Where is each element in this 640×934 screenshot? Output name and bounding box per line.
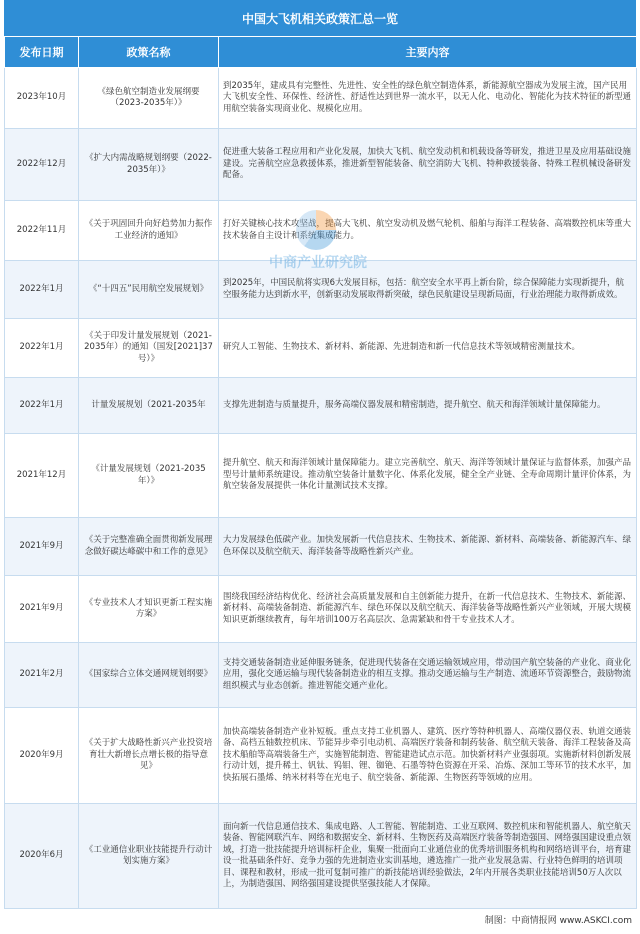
table-row xyxy=(5,378,637,434)
row-content: 大力发展绿色低碳产业。加快发展新一代信息技术、生物技术、新能源、新材料、高端装备、新能源汽车、绿色环保以及航空航天、海洋装备等战略性新兴产业。 xyxy=(219,518,637,576)
row-policy-name: 《关于印发计量发展规划（2021-2035年）的通知（国发[2021]37号）》 xyxy=(79,319,219,378)
row-date: 2021年2月 xyxy=(5,643,79,708)
row-policy-name: 《工业通信业职业技能提升行动计划实施方案》 xyxy=(79,804,219,909)
row-content: 到2035年，建成具有完整性、先进性、安全性的绿色航空制造体系，新能源航空器成为发展主流，国产民用大飞机安全性、环保性、经济性、舒适性达到世界一流水平，以无人化、电动化、智能化为技术特征的新型通用航空装备实现商业化、规模化应用。 xyxy=(219,68,637,129)
row-policy-name: 《扩大内需战略规划纲要（2022-2035年）》 xyxy=(79,129,219,201)
table-row xyxy=(5,708,637,804)
row-policy-name: 《绿色航空制造业发展纲要（2023-2035年）》 xyxy=(79,68,219,129)
table-row xyxy=(5,129,637,201)
policy-table xyxy=(4,36,637,909)
table-row xyxy=(5,68,637,129)
row-policy-name: 《关于扩大战略性新兴产业投资培育壮大新增长点增长极的指导意见》 xyxy=(79,708,219,804)
table-row xyxy=(5,576,637,643)
row-policy-name: 计量发展规划（2021-2035年 xyxy=(79,378,219,434)
page-title: 中国大飞机相关政策汇总一览 xyxy=(4,0,636,36)
row-policy-name: 《“十四五”民用航空发展规划》 xyxy=(79,261,219,319)
row-content: 研究人工智能、生物技术、新材料、新能源、先进制造和新一代信息技术等领域精密测量技术。 xyxy=(219,319,637,378)
row-policy-name: 《计量发展规划（2021-2035年）》 xyxy=(79,434,219,518)
row-date: 2022年1月 xyxy=(5,261,79,319)
row-date: 2021年9月 xyxy=(5,518,79,576)
watermark-text: 中商产业研究院 xyxy=(269,255,367,271)
row-date: 2022年1月 xyxy=(5,378,79,434)
table-row xyxy=(5,643,637,708)
row-content: 支撑先进制造与质量提升，服务高端仪器发展和精密制造，提升航空、航天和海洋领域计量保障能力。 xyxy=(219,378,637,434)
row-content: 面向新一代信息通信技术、集成电路、人工智能、智能制造、工业互联网、数控机床和智能机器人、航空航天装备、智能网联汽车、网络和数据安全、新材料、生物医药及高端医疗装备等制造强国、网络强国建设重点领域，打造一批技能提升培训标杆企业，集聚一批面向工业通信业的优秀培训服务机构和网络培训平台，培育建设一批基础条件好、竞争力强的先进制造业实训基地，遴选推广一批产业发展急需、行业特色鲜明的培训项目、课程和教材，形成一批可复制可推广的新技能培训经验做法，2年内开展各类职业技能培训50万人次以上，为制造强国、网络强国建设提供坚强技能人才保障。 xyxy=(219,804,637,909)
row-date: 2021年9月 xyxy=(5,576,79,643)
row-content: 打好关键核心技术攻坚战，提高大飞机、航空发动机及燃气轮机、船舶与海洋工程装备、高端数控机床等重大技术装备自主设计和系统集成能力。 xyxy=(219,201,637,261)
header-date: 发布日期 xyxy=(5,37,79,68)
row-date: 2022年1月 xyxy=(5,319,79,378)
row-content: 支持交通装备制造业延伸服务链条，促进现代装备在交通运输领域应用，带动国产航空装备的产业化、商业化应用，强化交通运输与现代装备制造业的相互支撑。推动交通运输与生产制造、流通环节资源整合，鼓励物流组织模式与业态创新。推进智能交通产业化。 xyxy=(219,643,637,708)
row-content: 提升航空、航天和海洋领域计量保障能力。建立完善航空、航天、海洋等领域计量保证与监督体系，加强产品型号计量师系统建设。推动航空装备计量数字化、体系化发展，健全全产业链、全寿命周期计量评价体系，为航空装备发展提供一体化计量测试技术支撑。 xyxy=(219,434,637,518)
row-date: 2023年10月 xyxy=(5,68,79,129)
row-date: 2020年9月 xyxy=(5,708,79,804)
row-content: 加快高端装备制造产业补短板。重点支持工业机器人、建筑、医疗等特种机器人、高端仪器仪表、轨道交通装备、高档五轴数控机床、节能异步牵引电动机、高端医疗装备和制药装备、航空航天装备、海洋工程装备及高技术船舶等高端装备生产，实施智能制造、智能建造试点示范。加快新材料产业强弱项。实施新材料创新发展行动计划，提升稀土、钒钛、钨钼、锂、铷铯、石墨等特色资源在开采、冶炼、深加工等环节的技术水平，加快拓展石墨烯、纳米材料等在光电子、航空装备、新能源、生物医药等领域的应用。 xyxy=(219,708,637,804)
row-policy-name: 《专业技术人才知识更新工程实施方案》 xyxy=(79,576,219,643)
row-policy-name: 《国家综合立体交通网规划纲要》 xyxy=(79,643,219,708)
row-policy-name: 《关于巩固回升向好趋势加力振作工业经济的通知》 xyxy=(79,201,219,261)
row-content: 围绕我国经济结构优化、经济社会高质量发展和自主创新能力提升，在新一代信息技术、生物技术、新能源、新材料、高端装备制造、新能源汽车、绿色环保以及航空航天、海洋装备等战略性新兴产业领域，开展大规模知识更新继续教育，每年培训100万名高层次、急需紧缺和骨干专业技术人才。 xyxy=(219,576,637,643)
table-row xyxy=(5,518,637,576)
row-date: 2022年11月 xyxy=(5,201,79,261)
row-date: 2021年12月 xyxy=(5,434,79,518)
row-date: 2020年6月 xyxy=(5,804,79,909)
source-credit: 制图：中商情报网 www.ASKCI.com xyxy=(484,915,632,926)
row-content: 促进重大装备工程应用和产业化发展，加快大飞机、航空发动机和机载设备等研发，推进卫星及应用基础设施建设。完善航空应急救援体系，推进新型智能装备、航空消防大飞机、特种救援装备、特殊工程机械设备研发配备。 xyxy=(219,129,637,201)
table-row xyxy=(5,319,637,378)
table-header-row xyxy=(5,37,637,68)
table-row xyxy=(5,201,637,261)
row-policy-name: 《关于完整准确全面贯彻新发展理念做好碳达峰碳中和工作的意见》 xyxy=(79,518,219,576)
table-row xyxy=(5,434,637,518)
header-name: 政策名称 xyxy=(79,37,219,68)
table-row xyxy=(5,261,637,319)
row-content: 到2025年，中国民航将实现6大发展目标，包括：航空安全水平再上新台阶，综合保障能力实现新提升，航空服务能力达到新水平，创新驱动发展取得新突破，绿色民航建设呈现新局面，行业治理能力取得新成效。 xyxy=(219,261,637,319)
table-row xyxy=(5,804,637,909)
row-date: 2022年12月 xyxy=(5,129,79,201)
header-content: 主要内容 xyxy=(219,37,637,68)
